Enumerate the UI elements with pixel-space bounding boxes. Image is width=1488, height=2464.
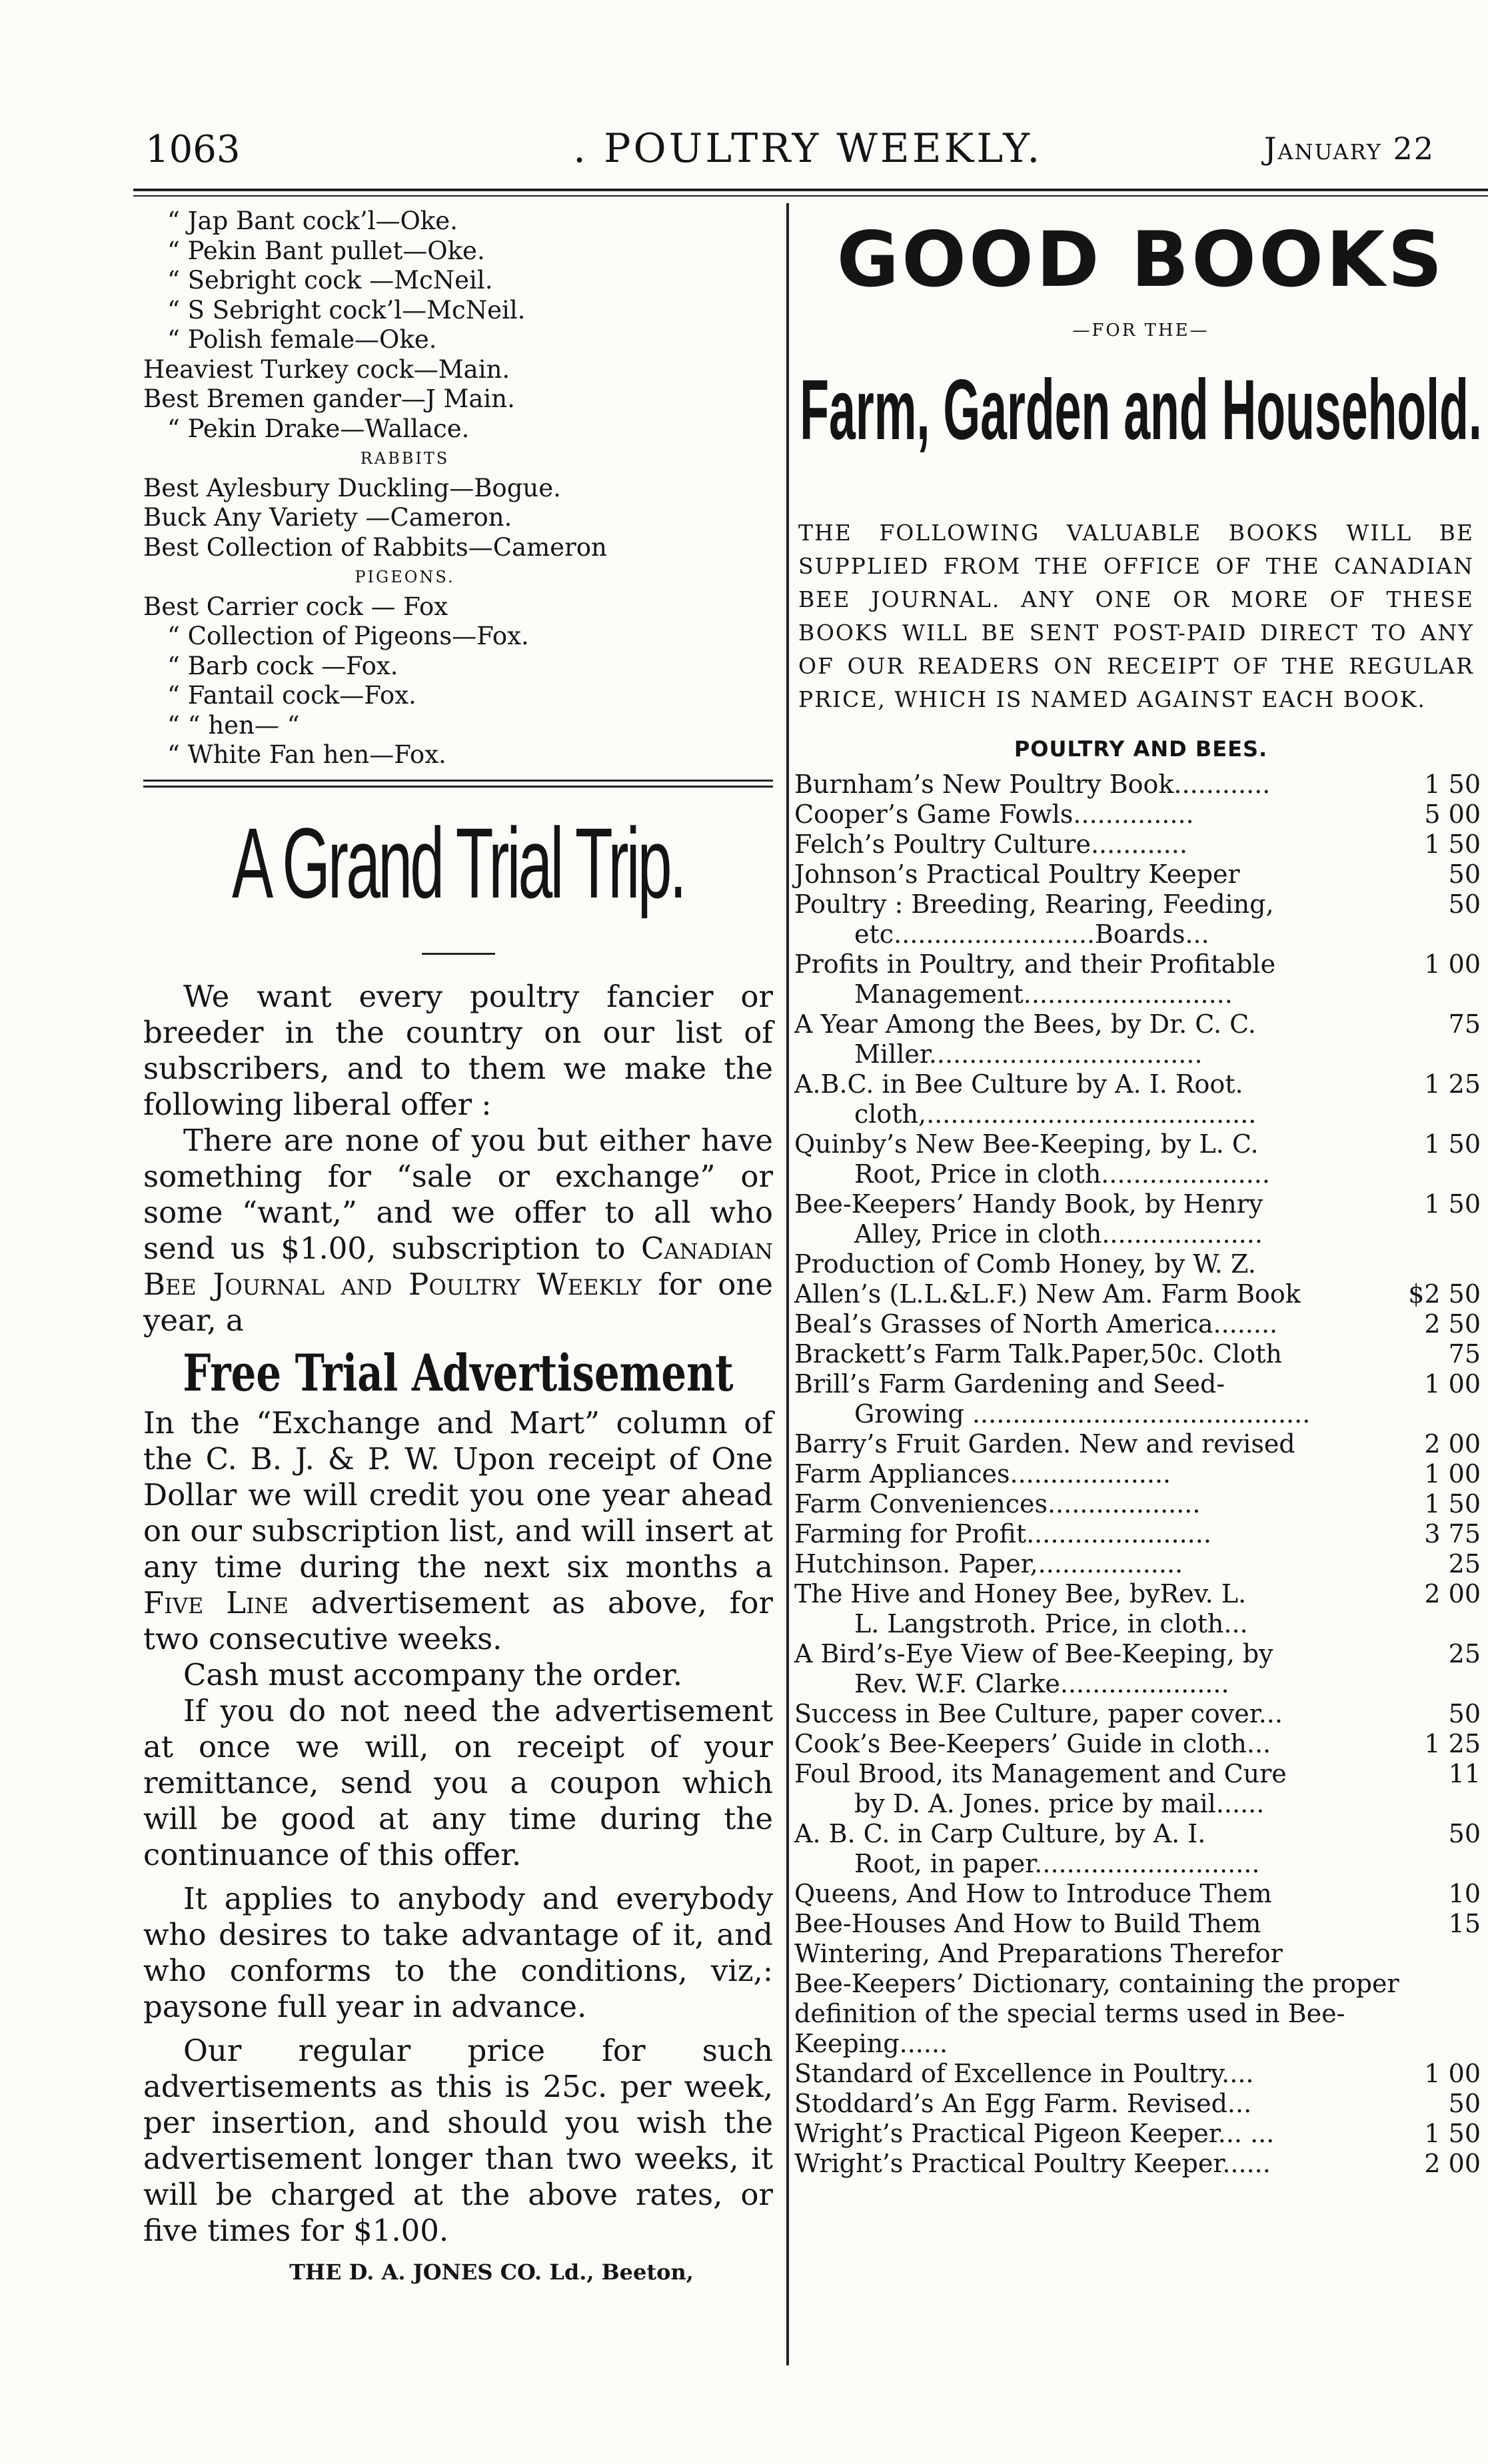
book-entry bbox=[794, 2119, 1487, 2149]
book-entry bbox=[794, 949, 1487, 1009]
book-entry bbox=[794, 1429, 1487, 1459]
book-title: Bee-Keepers’ Handy Book, by Henry Alley, Price in cloth.................... bbox=[794, 1189, 1263, 1249]
paragraph: Cash must accompany the order. bbox=[183, 1656, 683, 1692]
section-rule bbox=[143, 786, 773, 788]
paragraph: We want every poultry fancier or breeder in the country on our list of subscribers, and to them we make the following liberal offer : bbox=[143, 978, 773, 1122]
book-entry bbox=[794, 1189, 1487, 1249]
book-title: Wright’s Practical Poultry Keeper...... bbox=[794, 2149, 1271, 2178]
book-title: Foul Brood, its Management and Cure by D. A. Jones. price by mail...... bbox=[794, 1759, 1287, 1818]
header-rule-thin bbox=[133, 195, 1488, 197]
book-price: 1 50 bbox=[1424, 2119, 1481, 2148]
book-title: Queens, And How to Introduce Them bbox=[794, 1879, 1272, 1908]
prize-awards-list bbox=[143, 207, 773, 770]
books-notice: THE FOLLOWING VALUABLE BOOKS WILL BE SUPPLIED FROM THE OFFICE OF THE CANADIAN BEE JOURNAL. ANY ONE OR MORE OF THESE BOOKS WILL BE SENT POST-PAID DIRECT TO ANY OF OUR READERS ON RECEIPT OF THE REGULAR PRICE, WHICH IS NAMED AGAINST EACH BOOK. bbox=[798, 520, 1474, 712]
book-title: Wright’s Practical Pigeon Keeper... ... bbox=[794, 2119, 1275, 2148]
book-price: 1 00 bbox=[1424, 949, 1481, 979]
page-number: 1063 bbox=[145, 128, 241, 171]
book-list bbox=[794, 770, 1487, 2179]
book-entry bbox=[794, 1639, 1487, 1699]
book-price: 50 bbox=[1448, 860, 1481, 889]
paragraph: In the “Exchange and Mart” column of the C. B. J. & P. W. Upon receipt of One Dollar we will credit you one year ahead on our subscription list, and will insert at any time during the next six months a Five Line advertisement as above, for two consecutive weeks. bbox=[143, 1405, 773, 1656]
book-entry bbox=[794, 1339, 1487, 1369]
book-entry bbox=[794, 1729, 1487, 1759]
book-entry bbox=[794, 1909, 1487, 1939]
book-entry bbox=[794, 770, 1487, 800]
award-entry: “ Polish female—Oke. bbox=[167, 325, 437, 354]
award-entry: Best Bremen gander—J Main. bbox=[143, 384, 515, 413]
book-price: 50 bbox=[1448, 890, 1481, 919]
book-title: A.B.C. in Bee Culture by A. I. Root. cloth,......................................... bbox=[794, 1069, 1257, 1129]
book-entry bbox=[794, 800, 1487, 830]
book-entry bbox=[794, 1879, 1487, 1909]
award-entry: “ S Sebright cock’l—McNeil. bbox=[167, 295, 526, 324]
book-title: Standard of Excellence in Poultry.... bbox=[794, 2059, 1254, 2088]
book-price: 3 75 bbox=[1424, 1519, 1481, 1548]
book-entry bbox=[794, 1069, 1487, 1129]
book-title: Profits in Poultry, and their Profitable Management.......................... bbox=[794, 949, 1276, 1009]
book-entry bbox=[794, 1279, 1487, 1309]
book-price: 1 50 bbox=[1424, 1129, 1481, 1159]
award-entry: Heaviest Turkey cock—Main. bbox=[143, 354, 510, 384]
book-title: Beal’s Grasses of North America........ bbox=[794, 1309, 1278, 1339]
award-entry: “ “ hen— “ bbox=[167, 710, 300, 740]
header-rule bbox=[133, 189, 1488, 191]
book-title: Johnson’s Practical Poultry Keeper bbox=[794, 860, 1240, 889]
book-entry bbox=[794, 1969, 1487, 2059]
book-price: 10 bbox=[1448, 1879, 1481, 1908]
book-entry bbox=[794, 1489, 1487, 1519]
book-entry bbox=[794, 2089, 1487, 2119]
book-entry bbox=[794, 1699, 1487, 1729]
book-title: Bee-Keepers’ Dictionary, containing the proper definition of the special terms used in Bee-Keeping...... bbox=[794, 1969, 1399, 2058]
book-title: Farm Conveniences................... bbox=[794, 1489, 1201, 1519]
paragraph: If you do not need the advertisement at once we will, on receipt of your remittance, send you a coupon which will be good at any time during the continuance of this offer. bbox=[143, 1692, 773, 1872]
book-title: Poultry : Breeding, Rearing, Feeding, etc.........................Boards... bbox=[794, 890, 1274, 949]
book-price: 11 bbox=[1448, 1759, 1481, 1788]
book-price: 1 50 bbox=[1424, 1489, 1481, 1519]
paragraph: It applies to anybody and everybody who desires to take advantage of it, and who conforms to the conditions, viz,: paysone full year in advance. bbox=[143, 1880, 773, 2024]
awards-subheading: RABBITS bbox=[360, 449, 450, 468]
award-entry: “ Barb cock —Fox. bbox=[167, 651, 398, 680]
free-trial-advertisement-heading: Free Trial Advertisement bbox=[183, 1343, 734, 1403]
award-entry: “ Fantail cock—Fox. bbox=[167, 681, 416, 710]
column-divider bbox=[786, 203, 789, 2365]
book-title: A Year Among the Bees, by Dr. C. C. Miller.................................. bbox=[794, 1009, 1256, 1069]
book-title: Felch’s Poultry Culture............ bbox=[794, 830, 1187, 859]
book-title: Burnham’s New Poultry Book............ bbox=[794, 770, 1271, 799]
book-entry bbox=[794, 1459, 1487, 1489]
book-price: 2 00 bbox=[1424, 2149, 1481, 2178]
award-entry: “ Jap Bant cock’l—Oke. bbox=[167, 207, 458, 235]
book-entry bbox=[794, 1819, 1487, 1879]
award-entry: Best Aylesbury Duckling—Bogue. bbox=[143, 473, 561, 502]
book-entry bbox=[794, 1519, 1487, 1549]
book-price: 2 00 bbox=[1424, 1429, 1481, 1459]
book-entry bbox=[794, 1759, 1487, 1819]
award-entry: “ Pekin Drake—Wallace. bbox=[167, 414, 470, 443]
book-title: Brill’s Farm Gardening and Seed- Growing .......................................... bbox=[794, 1369, 1311, 1429]
book-price: 1 50 bbox=[1424, 1189, 1481, 1219]
book-price: 5 00 bbox=[1424, 800, 1481, 829]
award-entry: Best Carrier cock — Fox bbox=[143, 592, 448, 621]
trial-offer-text bbox=[143, 979, 773, 2249]
award-entry: “ White Fan hen—Fox. bbox=[167, 740, 446, 769]
book-title: Stoddard’s An Egg Farm. Revised... bbox=[794, 2089, 1252, 2118]
paragraph: There are none of you but either have something for “sale or exchange” or some “want,” and we offer to all who send us $1.00, subscription to Canadian Bee Journal and Poultry Weekly for one year, a bbox=[143, 1122, 773, 1338]
book-title: Quinby’s New Bee-Keeping, by L. C. Root, Price in cloth..................... bbox=[794, 1129, 1270, 1189]
title-rule bbox=[422, 953, 495, 955]
award-entry: “ Sebright cock —McNeil. bbox=[167, 266, 493, 295]
award-entry: Best Collection of Rabbits—Cameron bbox=[143, 532, 607, 562]
book-price: 50 bbox=[1448, 1699, 1481, 1728]
book-title: Production of Comb Honey, by W. Z. bbox=[794, 1249, 1256, 1279]
book-price: 50 bbox=[1448, 2089, 1481, 2118]
book-price: 1 00 bbox=[1424, 2059, 1481, 2088]
award-entry: “ Pekin Bant pullet—Oke. bbox=[167, 236, 485, 265]
book-title: Hutchinson. Paper,.................. bbox=[794, 1549, 1183, 1578]
book-title: Bee-Houses And How to Build Them bbox=[794, 1909, 1261, 1938]
book-title: The Hive and Honey Bee, byRev. L. L. Langstroth. Price, in cloth... bbox=[794, 1579, 1248, 1638]
book-entry bbox=[794, 890, 1487, 949]
book-entry bbox=[794, 1579, 1487, 1639]
section-rule bbox=[143, 780, 773, 782]
book-entry bbox=[794, 1009, 1487, 1069]
book-entry bbox=[794, 860, 1487, 890]
book-entry bbox=[794, 1549, 1487, 1579]
book-price: 25 bbox=[1448, 1549, 1481, 1578]
book-price: 1 50 bbox=[1424, 770, 1481, 799]
book-entry bbox=[794, 830, 1487, 860]
issue-date: January 22 bbox=[1263, 131, 1435, 167]
trial-trip-title: A Grand Trial Trip. bbox=[232, 806, 684, 919]
book-title: Farming for Profit....................... bbox=[794, 1519, 1211, 1548]
book-price: 75 bbox=[1448, 1009, 1481, 1039]
book-title: Farm Appliances.................... bbox=[794, 1459, 1171, 1489]
book-entry bbox=[794, 2059, 1487, 2089]
left-column bbox=[143, 207, 773, 2285]
book-title: Allen’s (L.L.&L.F.) New Am. Farm Book bbox=[794, 1279, 1301, 1309]
book-price: 1 00 bbox=[1424, 1369, 1481, 1399]
book-title: Cook’s Bee-Keepers’ Guide in cloth... bbox=[794, 1729, 1271, 1758]
award-entry: Buck Any Variety —Cameron. bbox=[143, 503, 512, 532]
book-title: Success in Bee Culture, paper cover... bbox=[794, 1699, 1283, 1728]
for-the-label: —FOR THE— bbox=[1072, 320, 1209, 340]
award-entry: “ Collection of Pigeons—Fox. bbox=[167, 622, 529, 650]
book-price: 2 00 bbox=[1424, 1579, 1481, 1608]
book-price: $2 50 bbox=[1408, 1279, 1481, 1309]
book-price: 1 50 bbox=[1424, 830, 1481, 859]
farm-garden-household-heading: Farm, Garden and Household. bbox=[800, 362, 1482, 458]
book-price: 1 25 bbox=[1424, 1069, 1481, 1099]
book-title: Wintering, And Preparations Therefor bbox=[794, 1939, 1283, 1968]
awards-subheading: PIGEONS. bbox=[355, 568, 455, 586]
book-title: A Bird’s-Eye View of Bee-Keeping, by Rev. W.F. Clarke..................... bbox=[794, 1639, 1273, 1698]
book-entry bbox=[794, 1939, 1487, 1969]
book-entry bbox=[794, 1309, 1487, 1339]
book-title: Brackett’s Farm Talk.Paper,50c. Cloth bbox=[794, 1339, 1282, 1369]
paragraph: Our regular price for such advertisements as this is 25c. per week, per insertion, and should you wish the advertisement longer than two weeks, it will be charged at the above rates, or five times for $1.00. bbox=[143, 2032, 773, 2248]
poultry-and-bees-heading: POULTRY AND BEES. bbox=[1014, 736, 1268, 762]
book-price: 1 25 bbox=[1424, 1729, 1481, 1758]
book-price: 25 bbox=[1448, 1639, 1481, 1668]
book-entry bbox=[794, 2149, 1487, 2179]
book-price: 1 00 bbox=[1424, 1459, 1481, 1489]
book-entry bbox=[794, 1129, 1487, 1189]
publication-title: . POULTRY WEEKLY. bbox=[573, 125, 1043, 172]
book-price: 50 bbox=[1448, 1819, 1481, 1848]
good-books-title: GOOD BOOKS bbox=[836, 215, 1445, 304]
book-title: Cooper’s Game Fowls............... bbox=[794, 800, 1194, 829]
book-price: 2 50 bbox=[1424, 1309, 1481, 1339]
page-header bbox=[133, 113, 1448, 187]
book-price: 75 bbox=[1448, 1339, 1481, 1369]
book-entry bbox=[794, 1369, 1487, 1429]
book-price: 15 bbox=[1448, 1909, 1481, 1938]
publisher-imprint: THE D. A. JONES CO. Ld., Beeton, bbox=[289, 2259, 694, 2285]
book-entry bbox=[794, 1249, 1487, 1279]
right-column bbox=[794, 203, 1487, 2179]
book-title: Barry’s Fruit Garden. New and revised bbox=[794, 1429, 1295, 1459]
book-title: A. B. C. in Carp Culture, by A. I. Root, in paper............................ bbox=[794, 1819, 1260, 1878]
